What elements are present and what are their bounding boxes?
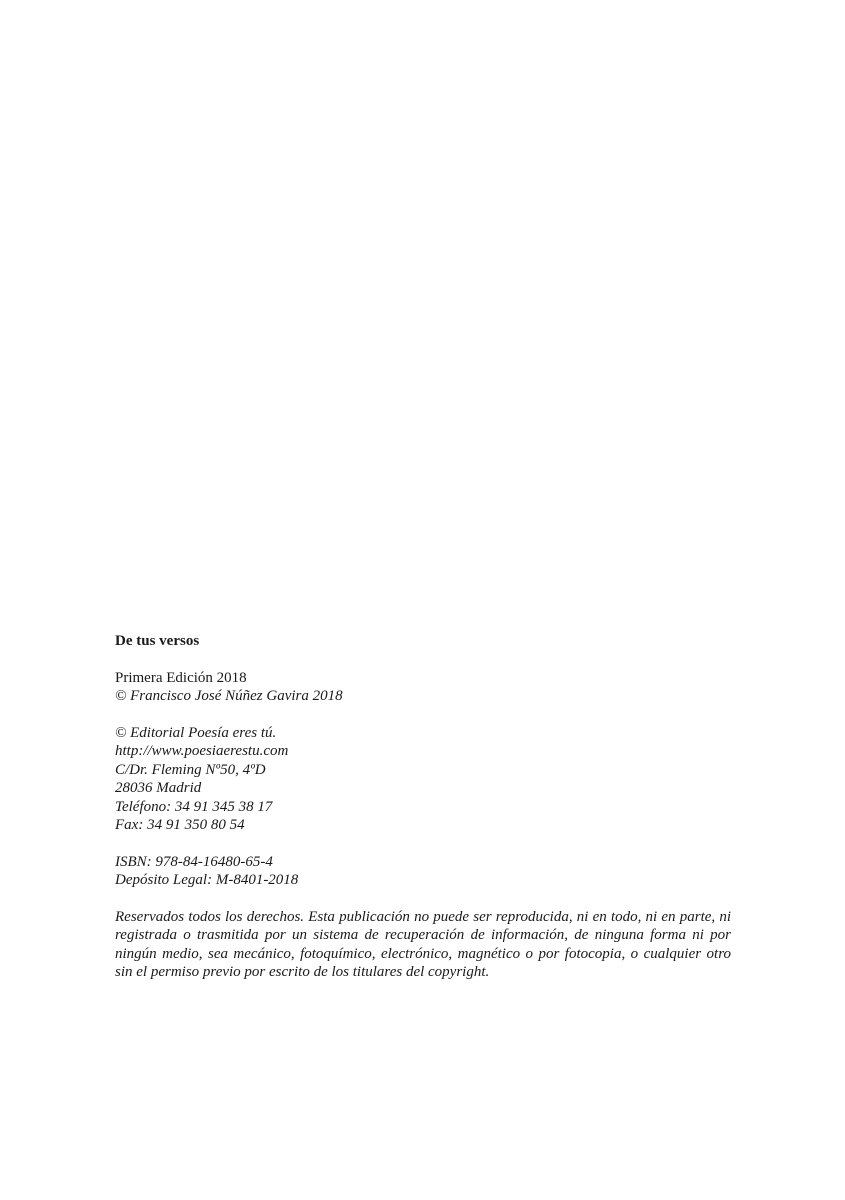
rights-notice: Reservados todos los derechos. Esta publicación no puede ser reproducida, ni en todo, ni en parte, ni registrada o trasmitida por un sistema de recuperación de información, de ninguna forma ni por ningún medio, sea mecánico, fotoquímico, electrónico, magnético o por fotocopia, o cualquier otro sin el permiso previo por escrito de los titulares del copyright.: [115, 908, 731, 980]
publisher-fax-line: Fax: 34 91 350 80 54: [115, 817, 245, 833]
legal-deposit-line: Depósito Legal: M-8401-2018: [115, 872, 299, 888]
book-title: De tus versos: [115, 633, 200, 649]
publisher-copyright-line: © Editorial Poesía eres tú.: [115, 724, 277, 741]
publisher-phone-line: Teléfono: 34 91 345 38 17: [115, 798, 273, 815]
credits-block: [115, 632, 731, 982]
edition-block: [115, 669, 731, 706]
author-copyright-line: © Francisco José Núñez Gavira 2018: [115, 688, 343, 704]
first-edition-line: Primera Edición 2018: [115, 669, 247, 686]
isbn-line: ISBN: 978-84-16480-65-4: [115, 853, 273, 870]
publisher-street-line: C/Dr. Fleming Nº50, 4ºD: [115, 761, 266, 778]
publisher-city-line: 28036 Madrid: [115, 780, 202, 796]
publisher-website-link[interactable]: http://www.poesiaerestu.com: [115, 743, 289, 759]
registration-block: [115, 853, 731, 890]
publisher-block: [115, 724, 731, 835]
